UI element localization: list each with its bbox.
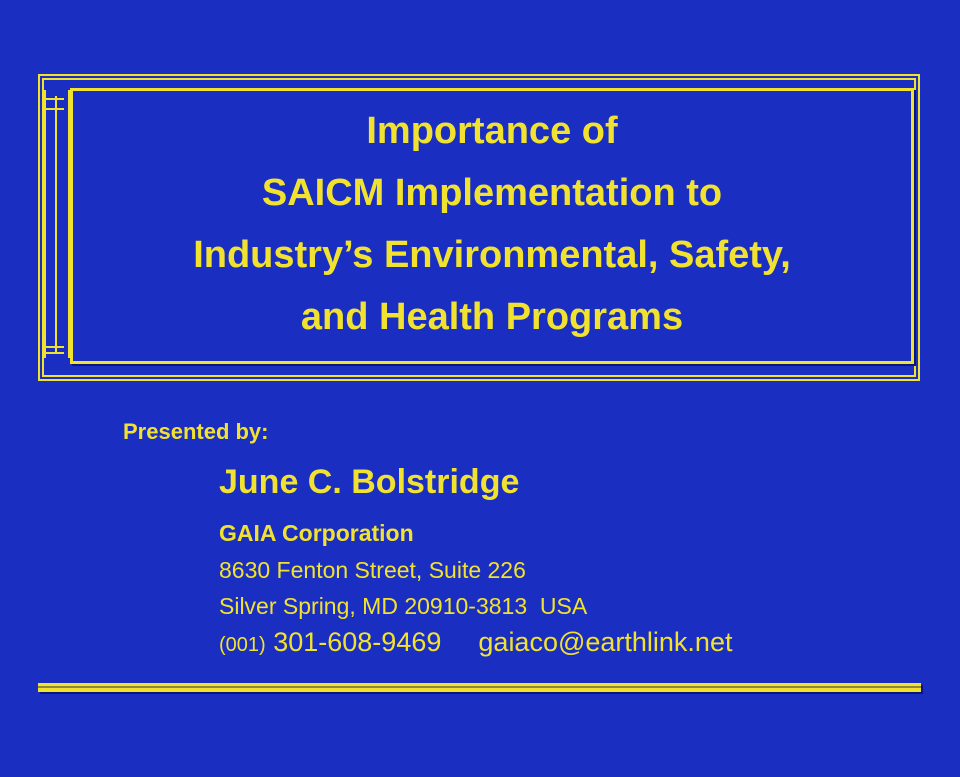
bottom-rule-shade	[38, 686, 921, 688]
presenter-organization: GAIA Corporation	[219, 520, 414, 546]
country-code: (001)	[219, 634, 266, 656]
title-line-1: Importance of	[366, 110, 618, 152]
frame-tick-top-2	[46, 108, 64, 110]
frame-tick-bottom-2	[46, 352, 64, 354]
phone-number: 301-608-9469	[273, 627, 442, 657]
address-line-1: 8630 Fenton Street, Suite 226	[219, 557, 526, 583]
title-line-4: and Health Programs	[300, 296, 684, 338]
presented-by-label: Presented by:	[123, 419, 269, 444]
presenter-name: June C. Bolstridge	[219, 463, 520, 501]
email-address[interactable]: gaiaco@earthlink.net	[478, 627, 733, 657]
address-line-2: Silver Spring, MD 20910-3813 USA	[219, 593, 588, 619]
slide-title	[74, 100, 910, 348]
contact-line	[219, 627, 732, 658]
frame-tick-bottom	[46, 346, 64, 348]
title-line-3: Industry’s Environmental, Safety,	[193, 234, 791, 276]
frame-tick-top	[46, 98, 64, 100]
title-frame-left-bar	[44, 90, 70, 358]
title-frame-left-rule	[55, 96, 57, 352]
title-line-2: SAICM Implementation to	[261, 172, 723, 214]
